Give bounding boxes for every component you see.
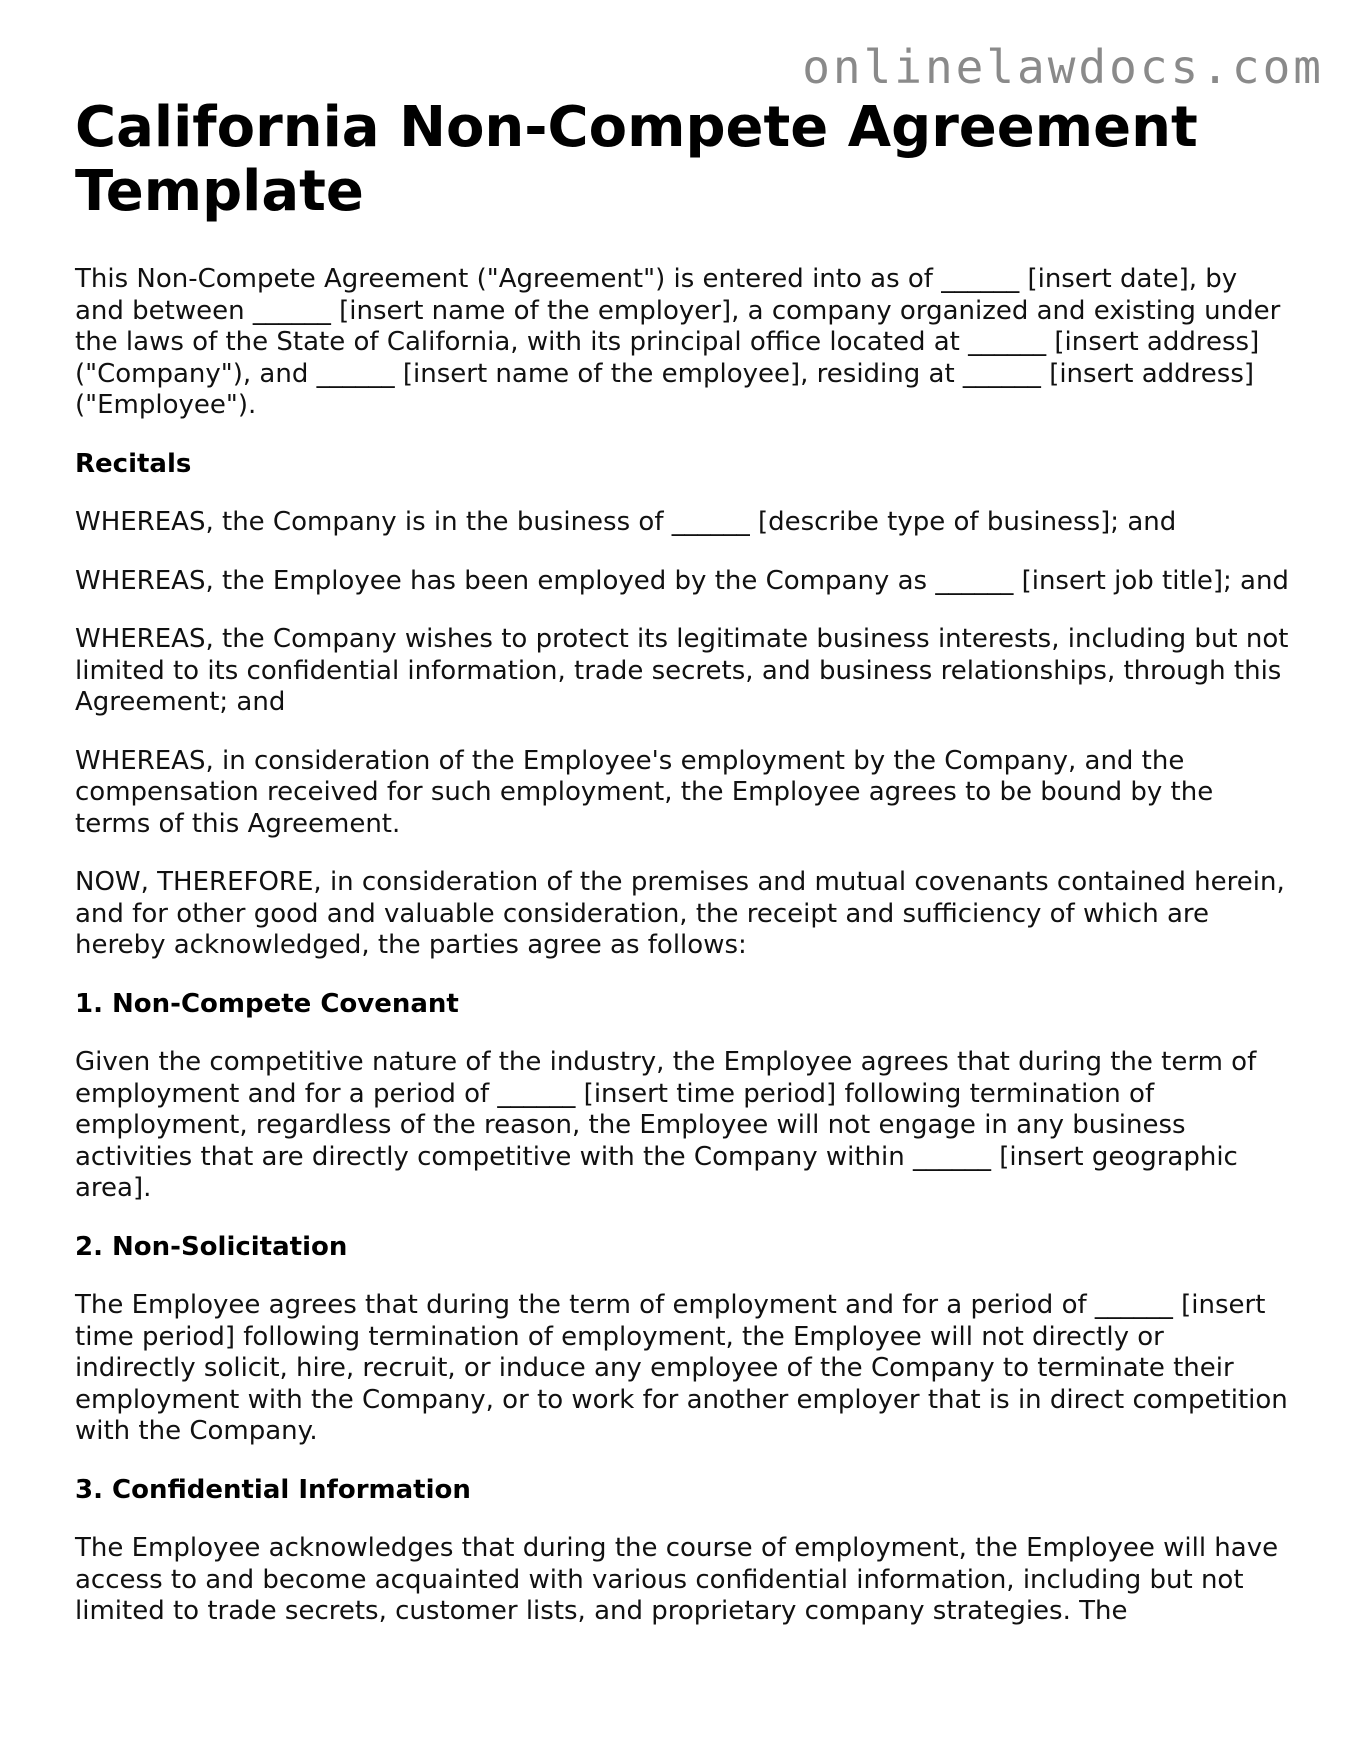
section-heading-confidential-information: 3. Confidential Information [75,1474,471,1505]
recital-paragraph: WHEREAS, the Employee has been employed by the Company as ______ [insert job title]; and [75,565,1289,596]
section-body-confidential-information: The Employee acknowledges that during the course of employment, the Employee will have access to and become acquainted with various confidential information, including but not limited to trade secrets, customer lists, and proprietary company strategies. The [75,1533,1279,1626]
watermark: onlinelawdocs.com [802,40,1324,94]
recital-paragraph: WHEREAS, the Company is in the business of ______ [describe type of business]; and [75,507,1177,537]
section-body-non-solicitation: The Employee agrees that during the term of employment and for a period of ______ [insert time period] following termination of employment, the Employee will not directly or indirectly solicit, hire, recruit, or induce any employee of the Company to terminate their employment with the Company, or to work for another employer that is in direct competition with the Company. [75,1290,1288,1446]
intro-paragraph: This Non-Compete Agreement ("Agreement") is entered into as of ______ [insert date], by and between ______ [insert name of the employer], a company organized and existing under the laws of the State of California, with its principal office located at ______ [insert address] ("Company"), and ______ [insert name of the employee], residing at ______ [insert address] ("Employee"). [75,264,1281,420]
section-heading-non-solicitation: 2. Non-Solicitation [75,1231,348,1262]
document-title: California Non-Compete Agreement Template [75,95,1198,224]
section-body-non-compete: Given the competitive nature of the industry, the Employee agrees that during the term of employment and for a period of ______ [insert time period] following termination of employment, regardless of the reason, the Employee will not engage in any business activities that are directly competitive with the Company within ______ [insert geographic area]. [75,1047,1257,1203]
recital-paragraph: WHEREAS, the Company wishes to protect its legitimate business interests, including but not limited to its confidential information, trade secrets, and business relationships, through this Agreement; and [75,624,1289,717]
recitals-heading: Recitals [75,448,192,479]
now-therefore-paragraph: NOW, THEREFORE, in consideration of the premises and mutual covenants contained herein, and for other good and valuable consideration, the receipt and sufficiency of which are hereby acknowledged, the parties agree as follows: [75,867,1285,960]
recital-paragraph: WHEREAS, in consideration of the Employee's employment by the Company, and the compensation received for such employment, the Employee agrees to be bound by the terms of this Agreement. [75,745,1214,839]
document-page [75,96,1290,1655]
section-heading-non-compete: 1. Non-Compete Covenant [75,988,459,1019]
